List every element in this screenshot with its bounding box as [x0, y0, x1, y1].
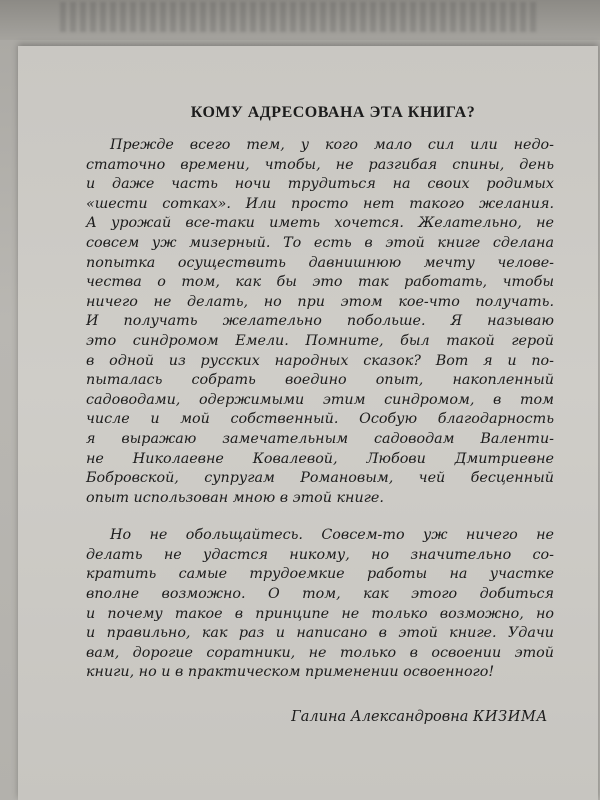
text-line: Но не обольщайтесь. Совсем-то уж ничего не — [110, 527, 554, 544]
text-line: А урожай все-таки иметь хочется. Желательно, не — [86, 215, 554, 232]
page-content — [86, 104, 554, 725]
text-line: не Николаевне Ковалевой, Любови Дмитриевне — [86, 450, 554, 467]
text-line: садоводами, одержимыми этим синдромом, в том — [86, 391, 554, 408]
text-line: Бобровской, супругам Романовым, чей бесценный — [86, 470, 554, 487]
text-line: чества о том, как бы это так работать, чтобы — [86, 274, 554, 291]
text-line: совсем уж мизерный. То есть в этой книге сделана — [86, 234, 554, 251]
text-line: делать не удастся никому, но значительно со- — [86, 546, 554, 563]
text-line: И получать желательно побольше. Я называю — [86, 313, 554, 330]
text-line: Прежде всего тем, у кого мало сил или недо- — [110, 137, 554, 153]
paragraph-caution — [86, 526, 554, 683]
text-line: я выражаю замечательным садоводам Валенти- — [86, 430, 554, 447]
book-page — [18, 46, 598, 800]
text-line: и даже часть ночи трудиться на своих родимых — [86, 176, 554, 193]
text-line: и почему такое в принципе не только возможно, но — [86, 605, 554, 622]
text-line: числе и мой собственный. Особую благодарность — [86, 411, 554, 428]
text-line: в одной из русских народных сказок? Вот я и по- — [86, 352, 554, 369]
author-name: Галина Александровна — [291, 709, 469, 726]
text-line: опыт использован мною в этой книге. — [86, 489, 384, 506]
text-line: ничего не делать, но при этом кое-что получать. — [86, 293, 554, 310]
page-heading: КОМУ АДРЕСОВАНА ЭТА КНИГА? — [190, 104, 476, 121]
text-line: кратить самые трудоемкие работы на участке — [86, 566, 554, 583]
text-line: книги, но и в практическом применении освоенного! — [86, 664, 495, 681]
text-line: и правильно, как раз и написано в этой книге. Удачи — [86, 625, 554, 642]
text-line: вам, дорогие соратники, не только в освоении этой — [86, 644, 554, 661]
author-signature — [86, 709, 554, 725]
text-line: статочно времени, чтобы, не разгибая спины, день — [86, 156, 554, 173]
text-line: попытка осуществить давнишнюю мечту челове- — [86, 254, 554, 271]
text-line: «шести сотках». Или просто нет такого желания. — [86, 195, 554, 212]
bleed-through-text — [60, 2, 540, 32]
text-line: пыталась собрать воедино опыт, накопленный — [86, 372, 554, 389]
paragraph-intro — [86, 136, 554, 508]
text-line: это синдромом Емели. Помните, был такой герой — [86, 332, 554, 349]
previous-page-edge — [0, 0, 600, 40]
text-line: вполне возможно. О том, как этого добиться — [86, 586, 554, 603]
author-surname: КИЗИМА — [473, 709, 548, 726]
